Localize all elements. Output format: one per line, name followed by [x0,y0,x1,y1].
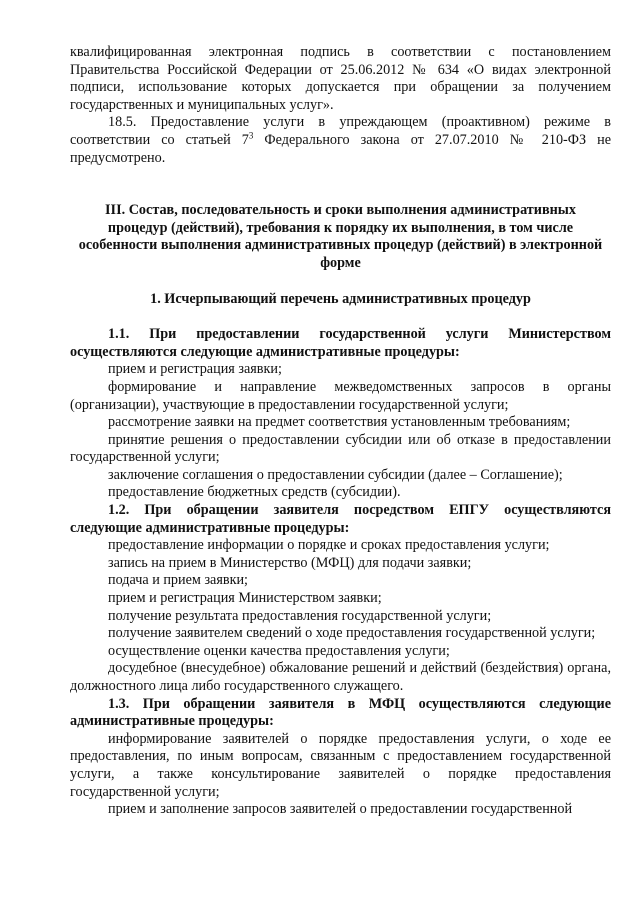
list-item: получение заявителем сведений о ходе предоставления государственной услуги; [108,625,596,642]
list-item: предоставление бюджетных средств (субсидии). [108,484,401,501]
subsection-heading: 1. Исчерпывающий перечень административных процедур [150,290,531,307]
list-item: формирование и направление межведомственных запросов в органы (организации), участвующие в предоставлении государственной услуги; [70,378,611,413]
item-1-3-heading: 1.3. При обращении заявителя в МФЦ осуществляются следующие административные процедуры: [70,695,611,730]
paragraph-18-5 [70,114,611,167]
spacer [70,167,611,202]
spacer [70,308,611,326]
item-1-1-heading: 1.1. При предоставлении государственной услуги Министерством осуществляются следующие административные процедуры: [70,326,611,360]
paragraph-18-5-end: Федерального закона от 27.07.2010 № 210-ФЗ не предусмотрено. [70,131,611,166]
list-item: рассмотрение заявки на предмет соответствия установленным требованиям; [108,414,571,431]
list-item: предоставление информации о порядке и сроках предоставления услуги; [108,537,550,554]
paragraph-18-5-start: 18.5. Предоставление услуги в упреждающем (проактивном) режиме в соответствии со статьей 7 [70,114,611,148]
list-item: досудебное (внесудебное) обжалование решений и действий (бездействия) органа, должностного лица либо государственного служащего. [70,660,611,694]
list-item: прием и регистрация Министерством заявки; [108,590,382,607]
list-item: информирование заявителей о порядке предоставления услуги, о ходе ее предоставления, по иным вопросам, связанным с предоставлением государственной услуги, а также консультирование заявителей о порядке предоставления государственной услуги; [70,730,611,800]
list-item: подача и прием заявки; [108,572,248,589]
section-heading: III. Состав, последовательность и сроки выполнения административных процедур (действий), требования к порядку их выполнения, в том числе особенности выполнения административных процедур (действий) в электронной форме [78,202,603,271]
paragraph-signature: квалифицированная электронная подпись в соответствии с постановлением Правительства Российской Федерации от 25.06.2012 № 634 «О видах электронной подписи, использование которых допускается при обращении за получением государственных и муниципальных услуг». [70,44,611,113]
list-item: осуществление оценки качества предоставления услуги; [108,642,450,659]
list-item: запись на прием в Министерство (МФЦ) для подачи заявки; [108,554,472,571]
list-item: получение результата предоставления государственной услуги; [108,607,492,624]
superscript-3: 3 [248,130,254,141]
list-item: заключение соглашения о предоставлении субсидии (далее – Соглашение); [108,466,563,483]
document-page [70,44,611,819]
list-item: прием и регистрация заявки; [108,361,282,378]
spacer [70,273,611,291]
list-item: прием и заполнение запросов заявителей о предоставлении государственной [108,801,573,818]
item-1-2-heading: 1.2. При обращении заявителя посредством ЕПГУ осуществляются следующие административные процедуры: [70,502,611,536]
list-item: принятие решения о предоставлении субсидии или об отказе в предоставлении государственной услуги; [70,431,611,466]
